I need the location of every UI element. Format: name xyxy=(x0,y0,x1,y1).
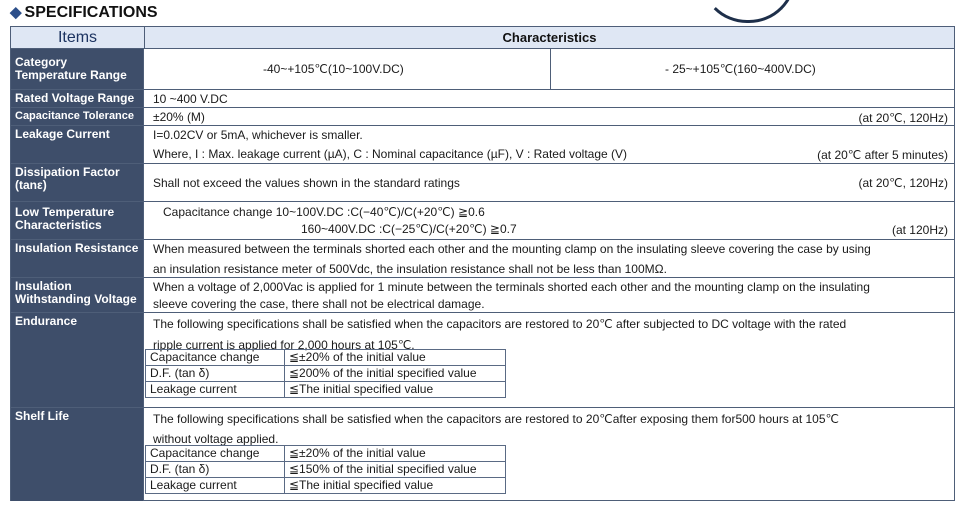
cell-leakage-current xyxy=(145,126,954,163)
endurance-table xyxy=(145,349,506,398)
table-row xyxy=(146,462,506,478)
insulation-withstanding-line1: When a voltage of 2,000Vac is applied for 1 minute between the terminals shorted each other and the mounting clamp on the insulating xyxy=(153,280,870,294)
cell-insulation-resistance xyxy=(145,240,954,277)
specifications-table xyxy=(10,26,955,501)
shelf-life-item: Capacitance change xyxy=(146,446,285,462)
logo-arc-icon xyxy=(700,0,796,23)
leakage-current-condition: (at 20℃ after 5 minutes) xyxy=(817,148,948,162)
cell-insulation-withstanding xyxy=(145,278,954,312)
header-items: Items xyxy=(11,27,145,49)
endurance-value: ≦±20% of the initial value xyxy=(285,350,506,366)
cell-low-temperature xyxy=(145,202,954,239)
table-row xyxy=(146,446,506,462)
cell-rated-voltage xyxy=(145,90,954,107)
shelf-life-value: ≦±20% of the initial value xyxy=(285,446,506,462)
shelf-life-value: ≦150% of the initial specified value xyxy=(285,462,506,478)
cell-dissipation-factor xyxy=(145,164,954,201)
capacitance-tolerance-value: ±20% (M) xyxy=(153,110,205,124)
endurance-item: Capacitance change xyxy=(146,350,285,366)
shelf-life-value: ≦The initial specified value xyxy=(285,478,506,494)
header-characteristics: Characteristics xyxy=(145,27,954,49)
shelf-life-item: Leakage current xyxy=(146,478,285,494)
label-rated-voltage: Rated Voltage Range xyxy=(11,90,144,107)
cell-endurance xyxy=(145,313,954,407)
insulation-withstanding-line2: sleeve covering the case, there shall not be electrical damage. xyxy=(153,297,485,311)
label-leakage-current: Leakage Current xyxy=(11,126,144,163)
endurance-line2: ripple current is applied for 2,000 hours at 105℃. xyxy=(153,338,415,352)
shelf-life-line2: without voltage applied. xyxy=(153,432,279,446)
label-endurance: Endurance xyxy=(11,313,144,407)
insulation-resistance-line2: an insulation resistance meter of 500Vdc, the insulation resistance shall not be less than 100MΩ. xyxy=(153,262,667,276)
capacitance-tolerance-condition: (at 20℃, 120Hz) xyxy=(858,111,948,125)
leakage-current-formula: I=0.02CV or 5mA, whichever is smaller. xyxy=(153,128,363,142)
endurance-value: ≦The initial specified value xyxy=(285,382,506,398)
table-row xyxy=(146,366,506,382)
endurance-value: ≦200% of the initial specified value xyxy=(285,366,506,382)
shelf-life-line1: The following specifications shall be satisfied when the capacitors are restored to 20℃after exposing them for500 hours at 105℃ xyxy=(153,412,839,426)
dissipation-factor-condition: (at 20℃, 120Hz) xyxy=(858,176,948,190)
label-low-temperature: Low Temperature Characteristics xyxy=(11,202,144,239)
label-dissipation-factor: Dissipation Factor (tanε) xyxy=(11,164,144,201)
leakage-current-definitions: Where, I : Max. leakage current (µA), C : Nominal capacitance (µF), V : Rated voltage (V) xyxy=(153,147,627,161)
table-row xyxy=(146,478,506,494)
rated-voltage-value: 10 ~400 V.DC xyxy=(153,92,228,106)
label-category-temperature: Category Temperature Range xyxy=(11,49,144,89)
low-temperature-line1: Capacitance change 10~100V.DC :C(−40℃)/C(+20℃) ≧0.6 xyxy=(163,205,485,219)
cell-category-temperature xyxy=(145,49,954,89)
page-title xyxy=(10,2,158,24)
table-row xyxy=(146,350,506,366)
diamond-bullet-icon: ◆ xyxy=(10,4,22,21)
category-temperature-left: -40~+105℃(10~100V.DC) xyxy=(263,62,404,76)
dissipation-factor-value: Shall not exceed the values shown in the standard ratings xyxy=(153,176,460,190)
endurance-item: Leakage current xyxy=(146,382,285,398)
endurance-item: D.F. (tan δ) xyxy=(146,366,285,382)
label-insulation-withstanding: Insulation Withstanding Voltage xyxy=(11,278,144,312)
page-title-text: SPECIFICATIONS xyxy=(24,4,158,21)
cell-capacitance-tolerance xyxy=(145,108,954,125)
label-capacitance-tolerance: Capacitance Tolerance xyxy=(11,108,144,125)
shelf-life-table xyxy=(145,445,506,494)
table-row xyxy=(146,382,506,398)
category-divider xyxy=(550,49,551,89)
category-temperature-right: - 25~+105℃(160~400V.DC) xyxy=(665,62,816,76)
low-temperature-condition: (at 120Hz) xyxy=(891,223,948,237)
insulation-resistance-line1: When measured between the terminals shorted each other and the mounting clamp on the insulating sleeve covering the case by using xyxy=(153,242,871,256)
label-insulation-resistance: Insulation Resistance xyxy=(11,240,144,277)
label-shelf-life: Shelf Life xyxy=(11,408,144,501)
shelf-life-item: D.F. (tan δ) xyxy=(146,462,285,478)
endurance-line1: The following specifications shall be satisfied when the capacitors are restored to 20℃ after subjected to DC voltage with the rated xyxy=(153,317,847,331)
low-temperature-line2: 160~400V.DC :C(−25℃)/C(+20℃) ≧0.7 xyxy=(301,222,517,236)
cell-shelf-life xyxy=(145,408,954,501)
